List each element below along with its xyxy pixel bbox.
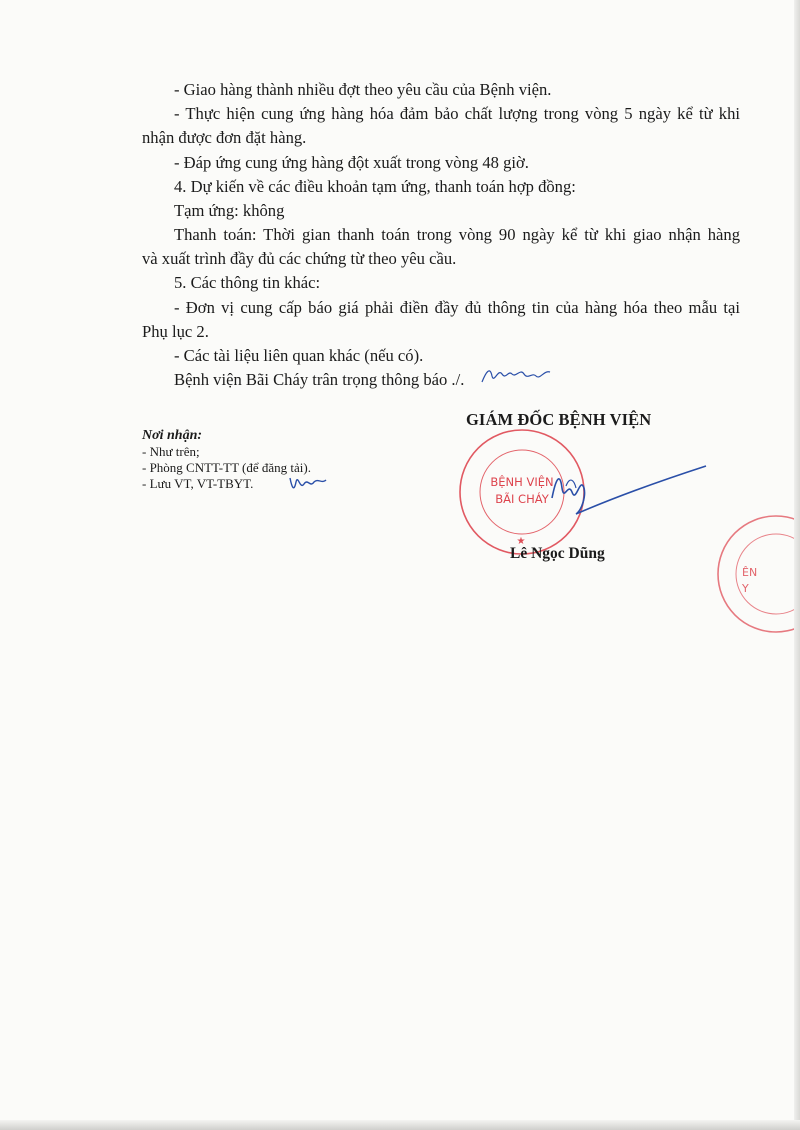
- director-title: GIÁM ĐỐC BỆNH VIỆN: [466, 410, 652, 429]
- director-signature: [546, 458, 716, 538]
- advance-payment-line: Tạm ứng: không: [174, 201, 285, 220]
- recipient-initial-mark: [286, 470, 330, 496]
- page-edge-shadow: [794, 0, 800, 1130]
- svg-text:Y: Y: [742, 582, 749, 595]
- initial-signature-mark: [478, 362, 556, 388]
- recipient-item: - Phòng CNTT-TT (để đăng tải).: [142, 460, 311, 475]
- quality-supply-line: - Thực hiện cung ứng hàng hóa đảm bảo chất lượng trong vòng 5 ngày kể từ khi: [174, 104, 740, 123]
- section-4-heading: 4. Dự kiến về các điều khoản tạm ứng, thanh toán hợp đồng:: [174, 177, 576, 196]
- stamp-star-icon: ★: [516, 536, 526, 547]
- recipients-heading: Nơi nhận:: [142, 428, 203, 443]
- stamp-line-1: BỆNH VIỆN: [490, 475, 554, 489]
- page-bottom-shadow: [0, 1120, 800, 1130]
- recipient-item: - Lưu VT, VT-TBYT.: [142, 476, 254, 491]
- svg-text:ÊN: ÊN: [742, 566, 758, 579]
- quote-info-line: - Đơn vị cung cấp báo giá phải điền đầy đủ thông tin của hàng hóa theo mẫu tại: [174, 298, 740, 317]
- urgent-supply-line: - Đáp ứng cung ứng hàng đột xuất trong vòng 48 giờ.: [174, 153, 529, 172]
- section-5-heading: 5. Các thông tin khác:: [174, 273, 321, 292]
- payment-term-line: Thanh toán: Thời gian thanh toán trong vòng 90 ngày kể từ khi giao nhận hàng: [174, 225, 740, 244]
- recipient-item: - Như trên;: [142, 444, 200, 459]
- closing-line: Bệnh viện Bãi Cháy trân trọng thông báo ./.: [174, 370, 465, 389]
- delivery-batches-line: - Giao hàng thành nhiều đợt theo yêu cầu của Bệnh viện.: [174, 80, 552, 99]
- partial-stamp: [712, 512, 800, 642]
- director-name: Lê Ngọc Dũng: [510, 545, 605, 562]
- documents-line: và xuất trình đầy đủ các chứng từ theo yêu cầu.: [142, 249, 457, 268]
- other-docs-line: - Các tài liệu liên quan khác (nếu có).: [174, 346, 424, 365]
- appendix-line: Phụ lục 2.: [142, 322, 209, 341]
- stamp-line-2: BÃI CHÁY: [495, 492, 549, 506]
- order-received-line: nhận được đơn đặt hàng.: [142, 128, 307, 147]
